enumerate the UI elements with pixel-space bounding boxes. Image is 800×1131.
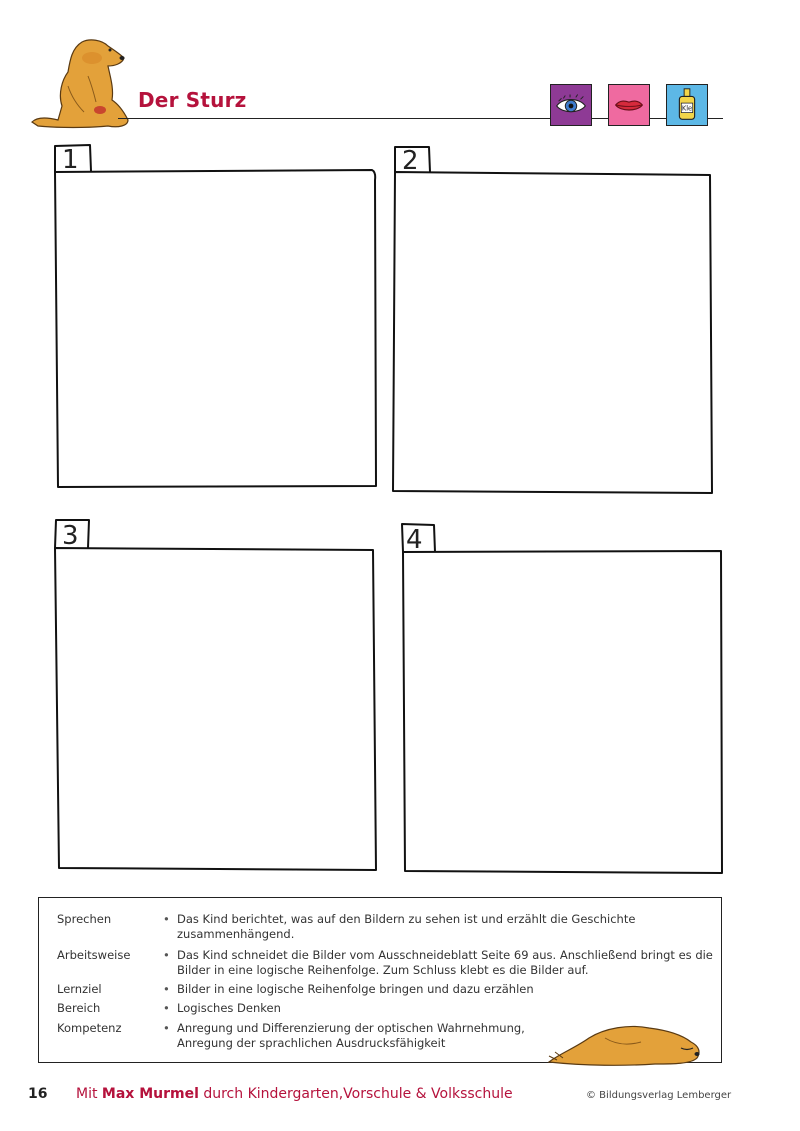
info-label: Bereich [57, 1001, 101, 1015]
panel-1-frame [55, 170, 376, 487]
info-label: Arbeitsweise [57, 948, 131, 962]
panel-4-number: 4 [406, 525, 423, 555]
panel-4-frame [403, 551, 722, 873]
sleeping-marmot-illustration [545, 1018, 705, 1068]
page-number: 16 [28, 1086, 48, 1102]
info-text: Das Kind schneidet die Bilder vom Ausschneideblatt Seite 69 aus. Anschließend bringt es die Bilder in eine logische Reihenfolge. Zum Schluss klebt es die Bilder auf. [177, 948, 713, 977]
panel-3-number: 3 [62, 521, 79, 551]
panel-1-number: 1 [62, 145, 79, 175]
info-text: Bilder in eine logische Reihenfolge bringen und dazu erzählen [177, 982, 534, 996]
panel-2-number: 2 [402, 146, 419, 176]
bullet-icon: • [163, 1001, 170, 1015]
info-label: Sprechen [57, 912, 112, 926]
bullet-icon: • [163, 948, 170, 962]
bullet-icon: • [163, 1021, 170, 1035]
info-label: Kompetenz [57, 1021, 122, 1035]
info-text: Anregung und Differenzierung der optischen Wahrnehmung, Anregung der sprachlichen Ausdrucksfähigkeit [177, 1021, 525, 1050]
info-text: Logisches Denken [177, 1001, 281, 1015]
footer-series-title: Mit Max Murmel durch Kindergarten,Vorschule & Volksschule [76, 1086, 513, 1102]
info-text: Das Kind berichtet, was auf den Bildern zu sehen ist und erzählt die Geschichte zusammenhängend. [177, 912, 636, 941]
panel-2-frame [393, 172, 712, 493]
bullet-icon: • [163, 912, 170, 926]
page-title: Der Sturz [138, 88, 247, 112]
footer-brand: Max Murmel [101, 1086, 199, 1102]
svg-text:Kle: Kle [681, 104, 693, 113]
footer-copyright: © Bildungsverlag Lemberger [586, 1090, 732, 1101]
panel-3-frame [55, 548, 376, 870]
bullet-icon: • [163, 982, 170, 996]
info-label: Lernziel [57, 982, 102, 996]
